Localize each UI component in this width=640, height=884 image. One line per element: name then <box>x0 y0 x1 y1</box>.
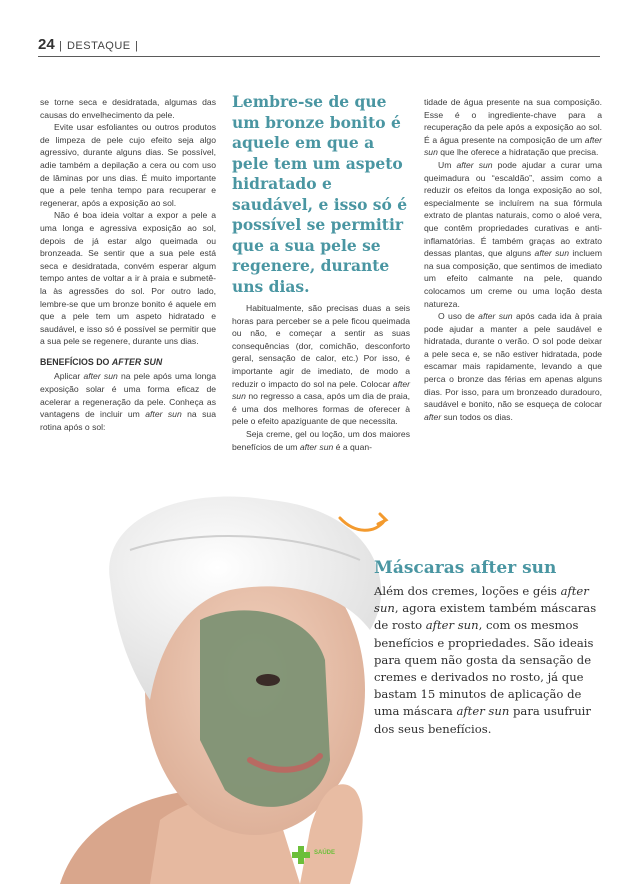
health-cross-logo <box>292 846 352 864</box>
green-clay-mask <box>200 610 330 807</box>
text-column-1 <box>40 96 216 433</box>
text: O uso de <box>438 311 479 322</box>
page-header <box>38 36 600 57</box>
paragraph <box>424 159 602 310</box>
text: para usufruir dos seus benefícios. <box>374 704 591 736</box>
italic-text: after sun <box>145 409 182 420</box>
italic-text: after sun <box>83 371 118 382</box>
text: na sua rotina após o sol: <box>40 409 216 432</box>
text: é a quan- <box>333 441 372 452</box>
italic-text: after sun <box>374 584 589 616</box>
logo-text: SAÚDE <box>314 850 336 856</box>
paragraph: Não é boa ideia voltar a expor a pele a uma longa e agressiva exposição ao sol, depois de já estar algo queimada ou bronzeada. Se sentir que a sua pele está seca e desidratada, convém esperar algum tempo antes de voltar a ir à praia e submetê-la às agressões do sol. Por outro lado, lembre-se que um bronze bonito é aquele em que a pele tem um aspeto hidratado e saudável, e isso só é possível se permitir que a sua pele se regenere, durante uns dias. <box>40 210 216 347</box>
text: Habitualmente, são precisas duas a seis horas para perceber se a pele ficou queimada ou não, e começar a sentir as suas consequências (dor, comichão, desconforto geral, sensação de calor, etc.) Por isso, é importante agir de imediato, de modo a reduzir o impacto do sol na pele. Colocar <box>232 303 410 389</box>
text: sun todos os dias. <box>441 411 513 422</box>
header-separator-end: | <box>135 40 139 52</box>
text: após cada ida à praia pode ajudar a manter a pele saudável e hidratada, durante o verão. O sol pode deixar a pele seca e, se não estiver hidratada, pode escamar mais rapidamente, levando a que perca o bronze das férias em apenas alguns dias. Por isso, para um bronzeado duradouro, saudável e bonito, não se esqueça de colocar <box>424 311 602 410</box>
text-column-3 <box>424 96 602 423</box>
paragraph: Evite usar esfoliantes ou outros produtos de limpeza de pele cujo efeito seja algo agressivo, durante alguns dias. Se possível, adie também a depilação a cera ou com uso de lâminas por uns dias. É muito importante que a pele tenha tempo para recuperar e regenerar, após a exposição ao sol. <box>40 122 216 208</box>
italic-text: after sun <box>425 618 479 633</box>
italic-text: after <box>424 411 442 422</box>
text: Além dos cremes, loções e géis <box>374 584 561 598</box>
text: Seja creme, gel ou loção, um dos maiores benefícios de um <box>232 428 410 452</box>
text: na pele após uma longa exposição solar é uma forma eficaz de acelerar a regeneração da pele. Conheça as vantagens de incluir um <box>40 371 216 420</box>
italic-text: after sun <box>456 159 493 170</box>
paragraph <box>424 310 602 423</box>
subheading-text: BENEFÍCIOS DO <box>40 356 112 367</box>
paragraph <box>40 370 216 433</box>
pull-quote: Lembre-se de que um bronze bonito é aquele em que a pele tem um aspeto hidratado e saudável, e isso só é possível se permitir que a sua pele se regenere, durante uns dias. <box>232 92 408 296</box>
subheading <box>40 356 216 369</box>
text: pode ajudar a curar uma queimadura ou “escaldão”, assim como a reduzir os efeitos da longa exposição ao sol, especialmente se incluírem na sua fórmula extrato de plantas naturais, como o aloé vera, que contêm propriedades curativas e anti-inflamatórias. É também graças ao extrato dessas plantas, que alguns <box>424 159 602 259</box>
text-column-2 <box>232 302 410 453</box>
italic-text: after sun <box>478 311 513 322</box>
italic-text: after sun <box>534 248 569 259</box>
text: , agora existem também máscaras de rosto <box>374 601 597 633</box>
text: incluem na sua composição, que sentimos de imediato um efeito calmante na pele, quando colocamos um creme ou uma loção desta natureza. <box>424 248 602 309</box>
mask-title: Máscaras after sun <box>374 558 557 578</box>
italic-text: after sun <box>299 441 334 452</box>
text: tidade de água presente na sua composição. Esse é o ingrediente-chave para a recuperação da pele após a exposição ao sol. É a água presente na composição de um <box>424 97 602 145</box>
paragraph <box>424 96 602 159</box>
header-separator: | <box>59 40 63 52</box>
cross-horizontal <box>292 852 310 858</box>
text: que lhe oferece a hidratação que precisa. <box>437 147 599 158</box>
page-number: 24 <box>38 36 55 53</box>
italic-text: after sun <box>232 378 410 402</box>
paragraph <box>232 302 410 428</box>
mask-text <box>374 583 602 738</box>
paragraph <box>232 428 410 453</box>
text: Um <box>438 159 457 170</box>
italic-text: after sun <box>424 134 602 158</box>
text: Aplicar <box>54 371 84 382</box>
paragraph: se torne seca e desidratada, algumas das causas do envelhecimento da pele. <box>40 97 216 120</box>
text: no regresso a casa, após um dia de praia, é uma dos melhores formas de oferecer à pele o efeito apaziguante de que necessita. <box>232 391 410 427</box>
subheading-italic: AFTER SUN <box>111 356 163 367</box>
italic-text: after sun <box>456 704 510 719</box>
section-label: DESTAQUE <box>66 40 131 52</box>
text: , com os mesmos benefícios e propriedades. São ideais para quem não gosta da sensação de cremes e derivados no rosto, já que bastam 15 minutos de aplicação de uma máscara <box>374 618 594 719</box>
eye <box>256 674 280 686</box>
